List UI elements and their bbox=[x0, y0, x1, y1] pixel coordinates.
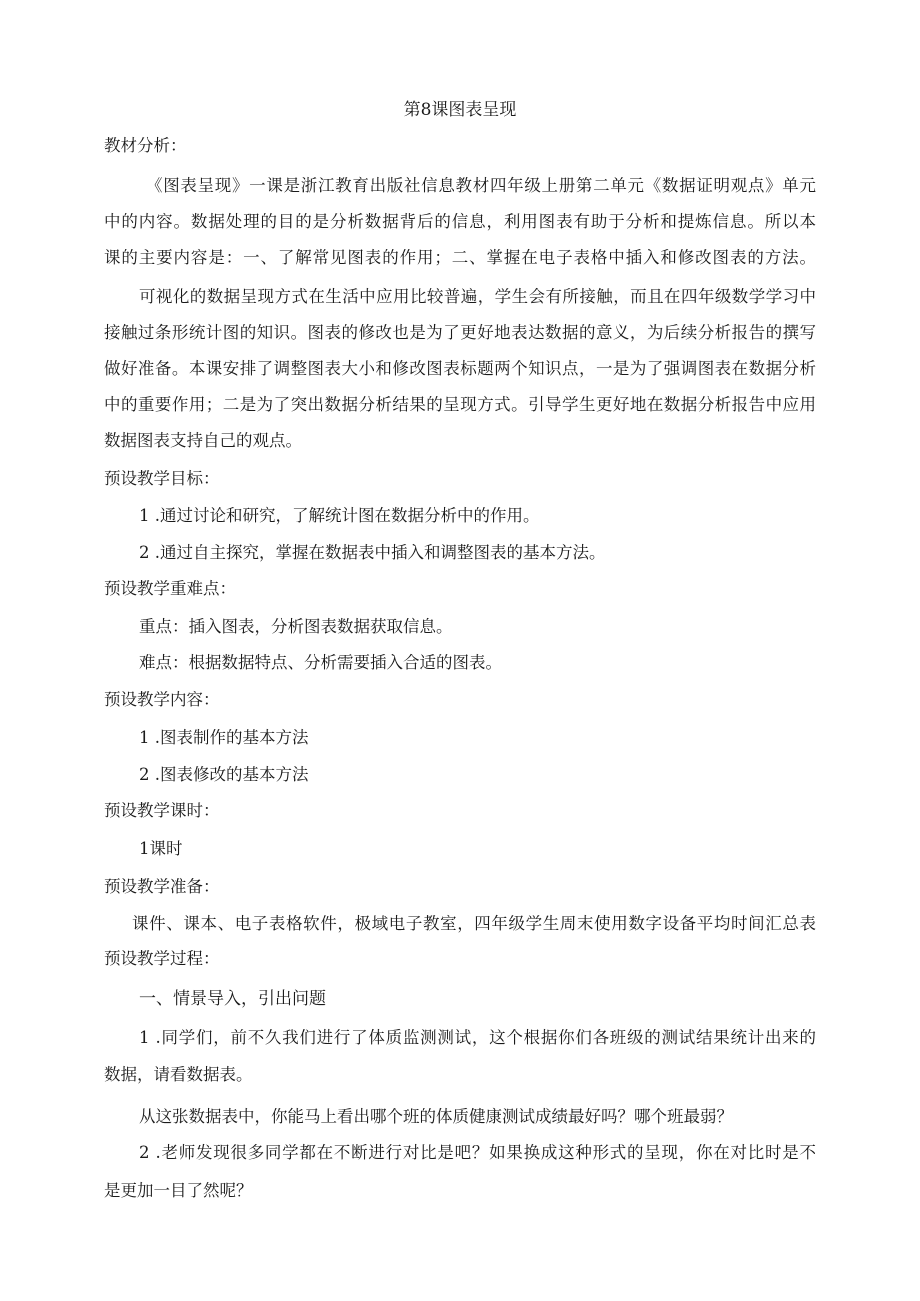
section-1-heading: 一、情景导入，引出问题 bbox=[139, 989, 326, 1009]
hours-text: 1课时 bbox=[139, 839, 183, 858]
step-1-question: 从这张数据表中，你能马上看出哪个班的体质健康测试成绩最好吗？哪个班最弱？ bbox=[139, 1107, 733, 1126]
content-heading: 预设教学内容： bbox=[104, 690, 220, 709]
step-2-line-1: 2 .老师发现很多同学都在不断进行对比是吧？如果换成这种形式的呈现，你在对比时是不 bbox=[139, 1143, 816, 1162]
content-item-1: 1 .图表制作的基本方法 bbox=[139, 728, 309, 747]
hours-heading: 预设教学课时： bbox=[104, 801, 220, 820]
step-1-line-1: 1 .同学们，前不久我们进行了体质监测测试，这个根据你们各班级的测试结果统计出来的 bbox=[139, 1028, 816, 1047]
step-2-line-2: 是更加一目了然呢？ bbox=[104, 1181, 253, 1200]
content-item-2: 2 .图表修改的基本方法 bbox=[139, 765, 309, 784]
goals-heading: 预设教学目标： bbox=[104, 469, 220, 488]
keypoint-text: 重点：插入图表，分析图表数据获取信息。 bbox=[139, 617, 453, 636]
keypoints-heading: 预设教学重难点： bbox=[104, 579, 236, 598]
material-paragraph-2-line-3: 做好准备。本课安排了调整图表大小和修改图表标题两个知识点，一是为了强调图表在数据分析 bbox=[104, 359, 816, 378]
process-heading: 预设教学过程： bbox=[104, 949, 220, 968]
material-paragraph-2-line-1: 可视化的数据呈现方式在生活中应用比较普遍，学生会有所接触，而且在四年级数学学习中 bbox=[139, 287, 816, 306]
goal-item-1: 1 .通过讨论和研究，了解统计图在数据分析中的作用。 bbox=[139, 506, 540, 525]
material-paragraph-1-line-2: 中的内容。数据处理的目的是分析数据背后的信息，利用图表有助于分析和提炼信息。所以本 bbox=[104, 212, 816, 231]
prep-heading: 预设教学准备： bbox=[104, 877, 220, 896]
material-paragraph-2-line-2: 接触过条形统计图的知识。图表的修改也是为了更好地表达数据的意义，为后续分析报告的撰写 bbox=[104, 323, 816, 342]
material-paragraph-2-line-4: 中的重要作用；二是为了突出数据分析结果的呈现方式。引导学生更好地在数据分析报告中应用 bbox=[104, 395, 816, 414]
difficulty-text: 难点：根据数据特点、分析需要插入合适的图表。 bbox=[139, 653, 502, 672]
goal-item-2: 2 .通过自主探究，掌握在数据表中插入和调整图表的基本方法。 bbox=[139, 543, 606, 562]
page-title: 第8课图表呈现 bbox=[403, 100, 517, 120]
material-paragraph-2-line-5: 数据图表支持自己的观点。 bbox=[104, 431, 302, 450]
material-paragraph-1-line-3: 课的主要内容是：一、了解常见图表的作用；二、掌握在电子表格中插入和修改图表的方法。 bbox=[104, 248, 816, 267]
prep-text: 课件、课本、电子表格软件，极域电子教室，四年级学生周末使用数字设备平均时间汇总表 bbox=[132, 914, 816, 933]
material-heading: 教材分析： bbox=[104, 136, 187, 155]
material-paragraph-1-line-1: 《图表呈现》一课是浙江教育出版社信息教材四年级上册第二单元《数据证明观点》单元 bbox=[146, 176, 816, 195]
step-1-line-2: 数据，请看数据表。 bbox=[104, 1065, 253, 1084]
